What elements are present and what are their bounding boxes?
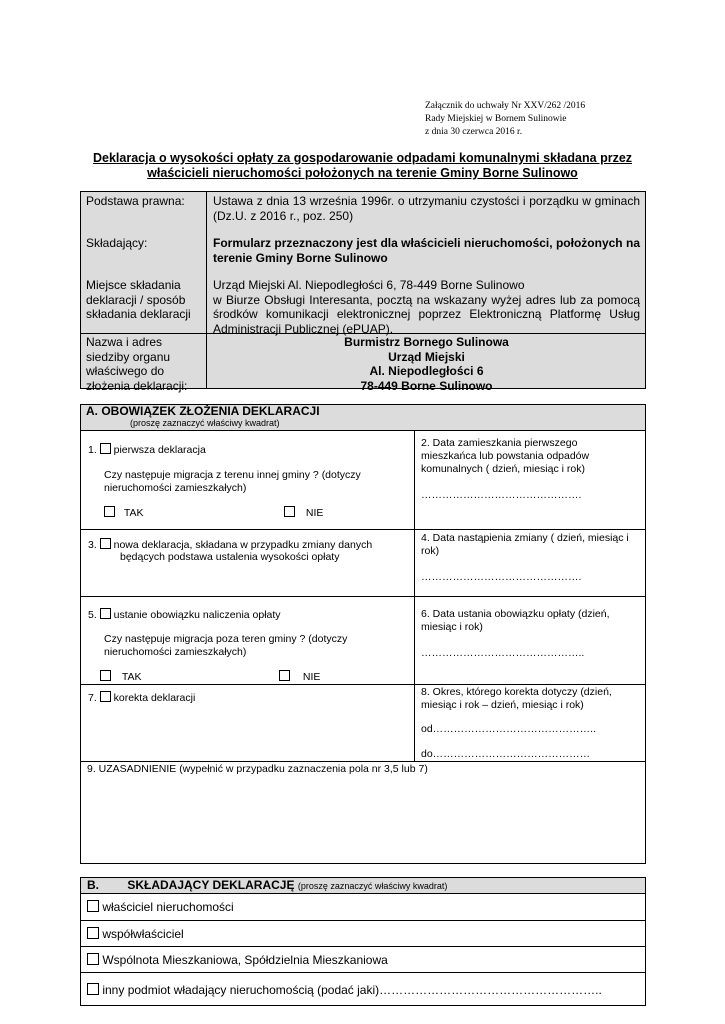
submitter-label: Składający: [86, 236, 148, 250]
item-5-number: 5. [88, 609, 97, 621]
other-entity-checkbox[interactable] [87, 983, 99, 995]
co-owner-checkbox[interactable] [87, 927, 99, 939]
authority-label-line-2: siedziby organu [86, 349, 171, 364]
place-label-line-1: Miejsce składania [86, 278, 181, 292]
place-label-line-2: deklaracji / sposób [86, 292, 186, 307]
authority-line-4: 78-449 Borne Sulinowo [360, 378, 493, 393]
item-3-checkbox[interactable] [100, 538, 111, 549]
item-3-number: 3. [88, 539, 97, 551]
item-1-no-label: NIE [305, 507, 324, 519]
co-owner-label: współwłaściciel [102, 927, 184, 941]
authority-label [86, 335, 187, 393]
item-3 [88, 538, 372, 552]
authority-label-line-4: złożenia deklaracji: [86, 378, 188, 393]
item-5-no-label: NIE [302, 671, 321, 683]
item-1-no-checkbox[interactable] [284, 506, 295, 517]
title-line-1: Deklaracja o wysokości opłaty za gospodarowanie odpadami komunalnymi składana przez [92, 151, 633, 165]
item-7-number: 7. [88, 692, 97, 704]
item-5 [88, 608, 281, 622]
housing-association-label: Wspólnota Mieszkaniowa, Spółdzielnia Mieszkaniowa [102, 953, 388, 967]
section-b-title: SKŁADAJĄCY DEKLARACJĘ [127, 878, 295, 892]
item-8-from[interactable]: od……………………………………….. [421, 723, 597, 735]
section-a-row-divider-2 [80, 596, 646, 597]
attachment-line-1: Załącznik do uchwały Nr XXV/262 /2016 [425, 101, 586, 111]
section-a-heading [86, 405, 320, 429]
item-7-checkbox[interactable] [100, 691, 111, 702]
item-9-label: 9. UZASADNIENIE (wypełnić w przypadku zaznaczenia pola nr 3,5 lub 7) [87, 763, 428, 775]
other-entity-label: inny podmiot władający nieruchomością (podać jaki)……………………………………………….. [102, 983, 602, 997]
item-1-yes-checkbox[interactable] [104, 506, 115, 517]
legal-basis-label: Podstawa prawna: [86, 194, 185, 208]
item-5-label: ustanie obowiązku naliczenia opłaty [113, 609, 281, 621]
item-5-yes-option [100, 670, 142, 684]
item-5-yes-label: TAK [121, 671, 142, 683]
authority-line-3: Al. Niepodległości 6 [369, 364, 484, 378]
housing-association-checkbox[interactable] [87, 953, 99, 965]
item-6-dots[interactable]: ……………………………………….. [421, 647, 585, 659]
item-4-label: 4. Data nastąpienia zmiany ( dzień, miesiąc i rok) [421, 532, 629, 557]
place-value-line-1: Urząd Miejski Al. Niepodległości 6, 78-449 Borne Sulinowo [213, 278, 525, 292]
section-a-row-divider-4 [80, 761, 646, 762]
legal-basis-value: Ustawa z dnia 13 września 1996r. o utrzymaniu czystości i porządku w gminach (Dz.U. z 2016 r., poz. 250) [213, 194, 640, 223]
authority-line-1: Burmistrz Bornego Sulinowa [344, 335, 509, 349]
item-1-number: 1. [88, 444, 97, 456]
item-1-question: Czy następuje migracja z terenu innej gminy ? (dotyczy nieruchomości zamieszkałych) [104, 469, 361, 494]
authority-label-line-1: Nazwa i adres [86, 335, 163, 349]
item-1-yes-option [104, 506, 144, 520]
item-5-no-option [279, 670, 320, 684]
submitter-option-co-owner[interactable] [87, 927, 184, 942]
submitter-option-other[interactable] [87, 983, 602, 998]
attachment-line-3: z dnia 30 czerwca 2016 r. [425, 127, 523, 137]
item-1 [88, 443, 206, 457]
item-1-no-option [284, 506, 323, 520]
item-1-yes-label: TAK [123, 507, 144, 519]
section-a-subtitle: (proszę zaznaczyć właściwy kwadrat) [130, 418, 280, 428]
authority-line-2: Urząd Miejski [388, 349, 465, 364]
item-2-label: 2. Data zamieszkania pierwszego mieszkańca lub powstania odpadów komunalnych ( dzień, miesiąc i rok) [421, 437, 590, 475]
item-4-dots[interactable]: ………………………………………. [421, 571, 582, 583]
owner-label: właściciel nieruchomości [102, 900, 234, 914]
item-3-label-2: będących podstawa ustalenia wysokości opłaty [120, 551, 340, 563]
item-7 [88, 691, 195, 705]
submitter-value: Formularz przeznaczony jest dla właścicieli nieruchomości, położonych na terenie Gminy Borne Sulinowo [213, 236, 640, 265]
place-value [213, 278, 640, 336]
attachment-line-2: Rady Miejskiej w Bornem Sulinowie [425, 114, 567, 124]
authority-label-line-3: właściwego do [86, 364, 165, 378]
section-b-row-divider-3 [80, 972, 646, 973]
section-a-title: A. OBOWIĄZEK ZŁOŻENIA DEKLARACJI [86, 404, 320, 418]
item-1-checkbox[interactable] [100, 443, 111, 454]
authority-address [207, 335, 646, 393]
item-1-label: pierwsza deklaracja [113, 444, 206, 456]
item-8-to[interactable]: do……………………………………… [421, 748, 591, 760]
owner-checkbox[interactable] [87, 900, 99, 912]
item-5-question: Czy następuje migracja poza teren gminy ? (dotyczy nieruchomości zamieszkałych) [104, 633, 348, 658]
section-a-row-divider-3 [80, 684, 646, 685]
item-5-no-checkbox[interactable] [279, 670, 290, 681]
document-title [60, 151, 665, 181]
place-value-line-2: w Biurze Obsługi Interesanta, pocztą na wskazany wyżej adres lub za pomocą środków komunikacji elektronicznej poprzez Elektroniczną Platformę Usług Administracji Publicznej (ePUAP). [213, 292, 640, 336]
item-5-checkbox[interactable] [100, 608, 111, 619]
section-b-letter: B. [87, 878, 99, 892]
section-b-heading [87, 878, 447, 893]
item-5-yes-checkbox[interactable] [100, 670, 111, 681]
item-8-label: 8. Okres, którego korekta dotyczy (dzień, miesiąc i rok – dzień, miesiąc i rok) [421, 686, 612, 711]
place-label [86, 278, 191, 322]
submitter-option-housing-association[interactable] [87, 953, 388, 968]
section-a-row-divider-1 [80, 529, 646, 530]
item-3-label: nowa deklaracja, składana w przypadku zmiany danych [113, 539, 373, 551]
item-7-label: korekta deklaracji [113, 692, 196, 704]
item-6-label: 6. Data ustania obowiązku opłaty (dzień, miesiąc i rok) [421, 608, 610, 633]
justification-area[interactable] [81, 778, 645, 863]
title-line-2: właścicieli nieruchomości położonych na terenie Gminy Borne Sulinowo [147, 166, 578, 180]
place-label-line-3: składania deklaracji [86, 307, 191, 321]
section-b-row-divider-2 [80, 946, 646, 947]
attachment-note [425, 100, 585, 139]
section-b-row-divider-1 [80, 920, 646, 921]
submitter-option-owner[interactable] [87, 900, 234, 915]
item-2-dots[interactable]: ………………………………………. [421, 489, 582, 501]
section-b-subtitle: (proszę zaznaczyć właściwy kwadrat) [297, 881, 448, 891]
